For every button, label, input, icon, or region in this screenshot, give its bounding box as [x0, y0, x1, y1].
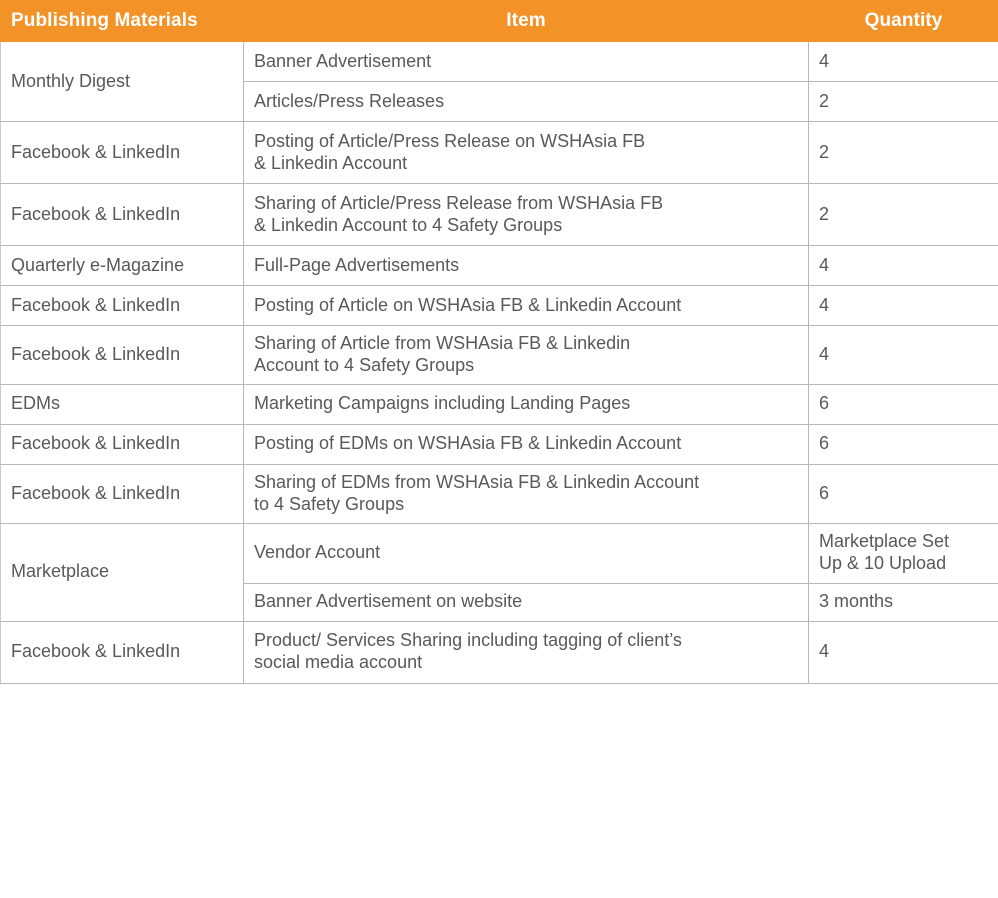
table-row — [1, 42, 998, 82]
cell-quantity: 4 — [809, 286, 998, 326]
cell-publishing-material: Facebook & LinkedIn — [1, 286, 244, 326]
cell-quantity: 3 months — [809, 583, 998, 621]
cell-quantity: 6 — [809, 424, 998, 464]
cell-quantity: 2 — [809, 122, 998, 184]
table-header — [1, 1, 998, 42]
cell-quantity: 4 — [809, 246, 998, 286]
table-row — [1, 122, 998, 184]
cell-item: Articles/Press Releases — [244, 82, 809, 122]
table-row — [1, 384, 998, 424]
table-row — [1, 424, 998, 464]
cell-quantity: Marketplace Set Up & 10 Upload — [809, 523, 998, 583]
column-header-item: Item — [244, 1, 809, 42]
cell-publishing-material: Facebook & LinkedIn — [1, 621, 244, 683]
cell-item: Full-Page Advertisements — [244, 246, 809, 286]
table-row — [1, 326, 998, 385]
cell-item: Marketing Campaigns including Landing Pages — [244, 384, 809, 424]
table-row — [1, 523, 998, 583]
cell-item: Banner Advertisement — [244, 42, 809, 82]
cell-item: Product/ Services Sharing including tagging of client’s social media account — [244, 621, 809, 683]
table-body — [1, 42, 998, 684]
cell-quantity: 6 — [809, 384, 998, 424]
table-row — [1, 464, 998, 523]
cell-quantity: 6 — [809, 464, 998, 523]
cell-item: Sharing of Article/Press Release from WSHAsia FB & Linkedin Account to 4 Safety Groups — [244, 184, 809, 246]
table-row — [1, 621, 998, 683]
table-header-row — [1, 1, 998, 42]
cell-publishing-material: Facebook & LinkedIn — [1, 424, 244, 464]
cell-item: Posting of Article on WSHAsia FB & Linkedin Account — [244, 286, 809, 326]
table-row — [1, 286, 998, 326]
cell-publishing-material: Facebook & LinkedIn — [1, 326, 244, 385]
cell-publishing-material: Quarterly e-Magazine — [1, 246, 244, 286]
cell-publishing-material: Monthly Digest — [1, 42, 244, 122]
table-row — [1, 184, 998, 246]
table-row — [1, 246, 998, 286]
cell-item: Posting of EDMs on WSHAsia FB & Linkedin Account — [244, 424, 809, 464]
cell-publishing-material: EDMs — [1, 384, 244, 424]
cell-item: Posting of Article/Press Release on WSHAsia FB & Linkedin Account — [244, 122, 809, 184]
cell-quantity: 2 — [809, 184, 998, 246]
cell-publishing-material: Facebook & LinkedIn — [1, 464, 244, 523]
cell-item: Sharing of Article from WSHAsia FB & Linkedin Account to 4 Safety Groups — [244, 326, 809, 385]
cell-publishing-material: Facebook & LinkedIn — [1, 184, 244, 246]
cell-quantity: 4 — [809, 621, 998, 683]
cell-publishing-material: Marketplace — [1, 523, 244, 621]
cell-quantity: 2 — [809, 82, 998, 122]
cell-publishing-material: Facebook & LinkedIn — [1, 122, 244, 184]
cell-quantity: 4 — [809, 42, 998, 82]
cell-quantity: 4 — [809, 326, 998, 385]
cell-item: Vendor Account — [244, 523, 809, 583]
column-header-publishing-materials: Publishing Materials — [1, 1, 244, 42]
column-header-quantity: Quantity — [809, 1, 998, 42]
cell-item: Sharing of EDMs from WSHAsia FB & Linkedin Account to 4 Safety Groups — [244, 464, 809, 523]
cell-item: Banner Advertisement on website — [244, 583, 809, 621]
